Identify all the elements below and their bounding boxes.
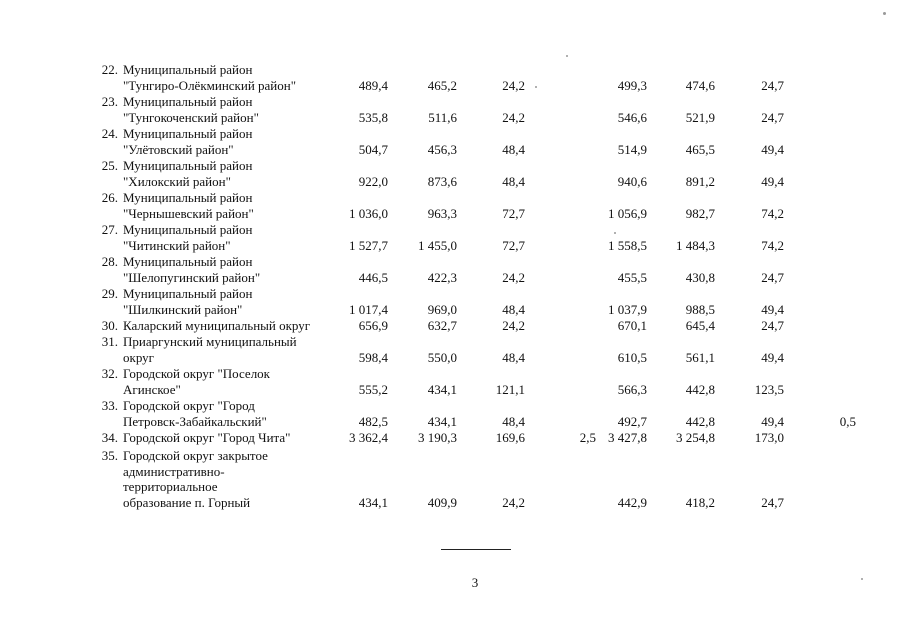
- municipality-name-line: территориальное: [123, 479, 218, 494]
- municipality-name: [123, 448, 323, 510]
- row-number: 30.: [101, 318, 118, 333]
- value-cell-v4: 3 427,8: [608, 430, 647, 445]
- value-cell-v1: 598,4: [358, 349, 388, 365]
- value-cell-v5: 3 254,8: [676, 430, 715, 445]
- value-cell-v6: 24,7: [761, 318, 784, 333]
- municipality-name-line: "Тунгокоченский район": [123, 109, 259, 125]
- value-cell-v1: 1 017,4: [349, 301, 388, 317]
- value-cell-v5: 988,5: [685, 301, 715, 317]
- value-cell-v1: 504,7: [358, 141, 388, 157]
- municipality-name-line: Городской округ "Город Чита": [123, 430, 291, 445]
- value-cell-v1: 535,8: [358, 109, 388, 125]
- row-number: 26.: [101, 190, 118, 205]
- value-cell-v4: 442,9: [617, 494, 647, 510]
- value-cell-v1: 922,0: [358, 173, 388, 189]
- value-cell-v6: 24,7: [761, 77, 784, 93]
- row-number: 23.: [101, 94, 118, 109]
- municipality-name-line: Муниципальный район: [123, 190, 253, 205]
- value-cell-v5: 465,5: [685, 141, 715, 157]
- row-number: 25.: [101, 158, 118, 173]
- municipality-name-line: "Тунгиро-Олёкминский район": [123, 77, 297, 93]
- municipality-name-line: административно-: [123, 463, 225, 479]
- municipality-name-line: "Шелопугинский район": [123, 269, 261, 285]
- municipality-name: [123, 366, 323, 397]
- value-cell-v6: 49,4: [761, 141, 784, 157]
- municipality-name-line: Городской округ закрытое: [123, 448, 268, 463]
- value-cell-v1: 656,9: [358, 318, 388, 333]
- value-cell-v5: 1 484,3: [676, 237, 715, 253]
- municipality-name-line: образование п. Горный: [123, 494, 251, 510]
- value-cell-v5: 521,9: [685, 109, 715, 125]
- value-cell-v4: 455,5: [617, 269, 647, 285]
- value-cell-v3b: 2,5: [579, 430, 596, 445]
- value-cell-v6: 74,2: [761, 205, 784, 221]
- scan-speck: [535, 86, 537, 88]
- scan-speck: [861, 578, 863, 580]
- value-cell-v3: 24,2: [502, 269, 525, 285]
- municipality-name: [123, 158, 323, 189]
- value-cell-v3: 169,6: [495, 430, 525, 445]
- value-cell-v5: 430,8: [685, 269, 715, 285]
- value-cell-v6: 24,7: [761, 109, 784, 125]
- value-cell-v3: 24,2: [502, 109, 525, 125]
- value-cell-v1: 482,5: [358, 413, 388, 429]
- value-cell-v5: 891,2: [685, 173, 715, 189]
- value-cell-v7: 0,5: [839, 413, 856, 429]
- value-cell-v1: 434,1: [358, 494, 388, 510]
- municipality-name-line: Муниципальный район: [123, 254, 253, 269]
- value-cell-v2: 3 190,3: [418, 430, 457, 445]
- value-cell-v4: 499,3: [617, 77, 647, 93]
- municipality-name: [123, 126, 323, 157]
- value-cell-v1: 1 036,0: [349, 205, 388, 221]
- value-cell-v2: 873,6: [427, 173, 457, 189]
- municipality-name-line: Муниципальный район: [123, 286, 253, 301]
- municipality-name: [123, 222, 323, 253]
- municipality-name-line: Петровск-Забайкальский": [123, 413, 267, 429]
- municipality-name-line: Приаргунский муниципальный: [123, 334, 297, 349]
- value-cell-v4: 1 056,9: [608, 205, 647, 221]
- value-cell-v5: 442,8: [685, 381, 715, 397]
- scan-speck: [614, 232, 616, 234]
- value-cell-v4: 940,6: [617, 173, 647, 189]
- value-cell-v6: 173,0: [754, 430, 784, 445]
- municipality-name: [123, 398, 323, 429]
- page-number: 3: [471, 575, 479, 590]
- value-cell-v5: 561,1: [685, 349, 715, 365]
- row-number: 33.: [101, 398, 118, 413]
- scan-speck: [883, 12, 886, 15]
- municipality-name-line: Агинское": [123, 381, 181, 397]
- value-cell-v5: 982,7: [685, 205, 715, 221]
- municipality-name-line: Муниципальный район: [123, 62, 253, 77]
- municipality-name-line: "Чернышевский район": [123, 205, 254, 221]
- value-cell-v5: 442,8: [685, 413, 715, 429]
- value-cell-v1: 489,4: [358, 77, 388, 93]
- value-cell-v3: 24,2: [502, 318, 525, 333]
- value-cell-v4: 670,1: [617, 318, 647, 333]
- municipality-name: [123, 430, 323, 446]
- value-cell-v6: 49,4: [761, 349, 784, 365]
- value-cell-v5: 474,6: [685, 77, 715, 93]
- value-cell-v3: 48,4: [502, 413, 525, 429]
- value-cell-v3: 48,4: [502, 173, 525, 189]
- municipality-name: [123, 254, 323, 285]
- municipality-name-line: Муниципальный район: [123, 126, 253, 141]
- value-cell-v2: 511,6: [428, 109, 457, 125]
- value-cell-v1: 555,2: [358, 381, 388, 397]
- value-cell-v1: 446,5: [358, 269, 388, 285]
- value-cell-v3: 72,7: [502, 237, 525, 253]
- municipality-name-line: Городской округ "Город: [123, 398, 255, 413]
- value-cell-v4: 1 037,9: [608, 301, 647, 317]
- value-cell-v4: 546,6: [617, 109, 647, 125]
- value-cell-v6: 123,5: [754, 381, 784, 397]
- scan-speck: [566, 55, 568, 57]
- row-number: 22.: [101, 62, 118, 77]
- row-number: 29.: [101, 286, 118, 301]
- value-cell-v2: 969,0: [427, 301, 457, 317]
- municipality-name: [123, 62, 323, 93]
- municipality-name-line: Городской округ "Поселок: [123, 366, 270, 381]
- municipality-name: [123, 190, 323, 221]
- row-number: 31.: [101, 334, 118, 349]
- value-cell-v3: 72,7: [502, 205, 525, 221]
- value-cell-v2: 550,0: [427, 349, 457, 365]
- value-cell-v3: 48,4: [502, 349, 525, 365]
- value-cell-v4: 1 558,5: [608, 237, 647, 253]
- footer-divider: [441, 549, 511, 550]
- municipality-name-line: "Шилкинский район": [123, 301, 243, 317]
- value-cell-v6: 49,4: [761, 301, 784, 317]
- value-cell-v4: 514,9: [617, 141, 647, 157]
- value-cell-v1: 3 362,4: [349, 430, 388, 445]
- row-number: 32.: [101, 366, 118, 381]
- value-cell-v6: 24,7: [761, 269, 784, 285]
- row-number: 24.: [101, 126, 118, 141]
- value-cell-v4: 566,3: [617, 381, 647, 397]
- municipality-name: [123, 334, 323, 365]
- value-cell-v5: 418,2: [685, 494, 715, 510]
- value-cell-v6: 49,4: [761, 173, 784, 189]
- row-number: 35.: [101, 448, 118, 463]
- municipality-name: [123, 286, 323, 317]
- value-cell-v5: 645,4: [685, 318, 715, 333]
- value-cell-v2: 465,2: [427, 77, 457, 93]
- municipality-name-line: "Читинский район": [123, 237, 231, 253]
- value-cell-v6: 24,7: [761, 494, 784, 510]
- municipality-name-line: Муниципальный район: [123, 94, 253, 109]
- value-cell-v4: 492,7: [617, 413, 647, 429]
- value-cell-v2: 456,3: [427, 141, 457, 157]
- municipality-name-line: Каларский муниципальный округ: [123, 318, 311, 333]
- value-cell-v2: 963,3: [427, 205, 457, 221]
- value-cell-v2: 409,9: [427, 494, 457, 510]
- value-cell-v6: 74,2: [761, 237, 784, 253]
- municipality-name-line: Муниципальный район: [123, 158, 253, 173]
- value-cell-v2: 434,1: [427, 381, 457, 397]
- value-cell-v4: 610,5: [617, 349, 647, 365]
- value-cell-v3: 48,4: [502, 301, 525, 317]
- municipality-name-line: Муниципальный район: [123, 222, 253, 237]
- value-cell-v3: 24,2: [502, 77, 525, 93]
- municipality-name-line: "Хилокский район": [123, 173, 231, 189]
- value-cell-v6: 49,4: [761, 413, 784, 429]
- value-cell-v2: 434,1: [427, 413, 457, 429]
- municipality-name-line: округ: [123, 349, 154, 365]
- row-number: 34.: [101, 430, 118, 445]
- value-cell-v3: 121,1: [495, 381, 525, 397]
- value-cell-v2: 1 455,0: [418, 237, 457, 253]
- value-cell-v3: 24,2: [502, 494, 525, 510]
- row-number: 27.: [101, 222, 118, 237]
- value-cell-v1: 1 527,7: [349, 237, 388, 253]
- municipality-name: [123, 318, 323, 334]
- row-number: 28.: [101, 254, 118, 269]
- value-cell-v3: 48,4: [502, 141, 525, 157]
- value-cell-v2: 422,3: [427, 269, 457, 285]
- municipality-name: [123, 94, 323, 125]
- municipality-name-line: "Улётовский район": [123, 141, 234, 157]
- value-cell-v2: 632,7: [427, 318, 457, 333]
